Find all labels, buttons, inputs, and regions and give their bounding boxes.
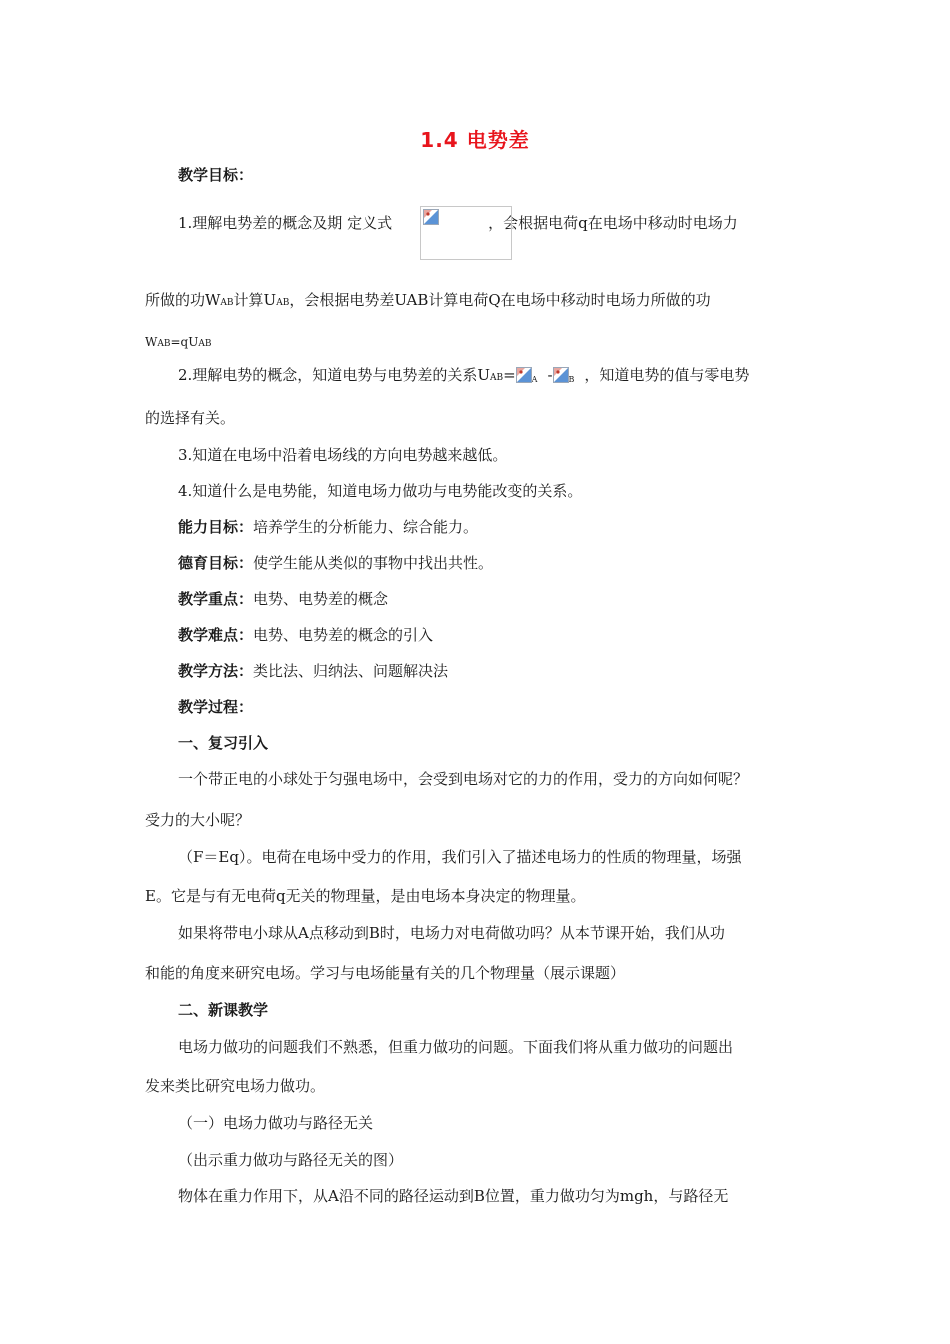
paragraph-4-line-1: 电场力做功的问题我们不熟悉，但重力做功的问题。下面我们将从重力做功的问题出: [178, 1038, 734, 1056]
page-title: 1.4 电势差: [420, 128, 530, 152]
objective-3: 3.知道在电场中沿着电场线的方向电势越来越低。: [178, 446, 508, 464]
paragraph-1-line-2: 受力的大小呢？: [145, 811, 251, 829]
paragraph-1-line-1: 一个带正电的小球处于匀强电场中，会受到电场对它的力的作用，受力的方向如何呢？: [178, 770, 749, 788]
phi-image-icon: [516, 367, 532, 383]
paragraph-4-line-2: 发来类比研究电场力做功。: [145, 1077, 326, 1095]
subsection-1-heading: （一）电场力做功与路径无关: [178, 1114, 374, 1132]
broken-image-icon: [423, 209, 439, 225]
moral-goal: 德育目标：使学生能从类似的事物中找出共性。: [178, 554, 494, 572]
teaching-method: 教学方法：类比法、归纳法、问题解决法: [178, 662, 449, 680]
phi-image-icon: [553, 367, 569, 383]
objective-1-line-3: WAB=qUAB: [145, 335, 212, 349]
key-point: 教学重点：电势、电势差的概念: [178, 590, 389, 608]
paragraph-3-line-2: 和能的角度来研究电场。学习与电场能量有关的几个物理量（展示课题）: [145, 964, 626, 982]
objectives-heading: 教学目标：: [178, 166, 254, 184]
paragraph-2-line-1: （F＝Eq）。电荷在电场中受力的作用，我们引入了描述电场力的性质的物理量，场强: [178, 848, 742, 866]
paragraph-5-line-1: 物体在重力作用下，从A沿不同的路径运动到B位置，重力做功匀为mgh，与路径无: [178, 1187, 729, 1205]
section-1-heading: 一、复习引入: [178, 734, 269, 752]
paragraph-2-line-2: E。它是与有无电荷q无关的物理量，是由电场本身决定的物理量。: [145, 887, 586, 905]
objective-1-line-1: 1.理解电势差的概念及期 定义式 ，会根据电荷q在电场中移动时电场力: [178, 214, 738, 232]
difficult-point: 教学难点：电势、电势差的概念的引入: [178, 626, 434, 644]
process-heading: 教学过程：: [178, 698, 254, 716]
objective-4: 4.知道什么是电势能，知道电场力做功与电势能改变的关系。: [178, 482, 583, 500]
objective-2-line-1: 2.理解电势的概念，知道电势与电势差的关系UAB= A - B ，知道电势的值与零电势: [178, 366, 750, 384]
paragraph-3-line-1: 如果将带电小球从A点移动到B时，电场力对电荷做功吗？从本节课开始，我们从功: [178, 924, 725, 942]
section-2-heading: 二、新课教学: [178, 1001, 269, 1019]
objective-2-line-2: 的选择有关。: [145, 409, 236, 427]
ability-goal: 能力目标：培养学生的分析能力、综合能力。: [178, 518, 479, 536]
subsection-1-note: （出示重力做功与路径无关的图）: [178, 1151, 404, 1169]
formula-image-placeholder: [420, 206, 512, 260]
objective-1-line-2: 所做的功WAB计算UAB，会根据电势差UAB计算电荷Q在电场中移动时电场力所做的功: [145, 291, 711, 309]
